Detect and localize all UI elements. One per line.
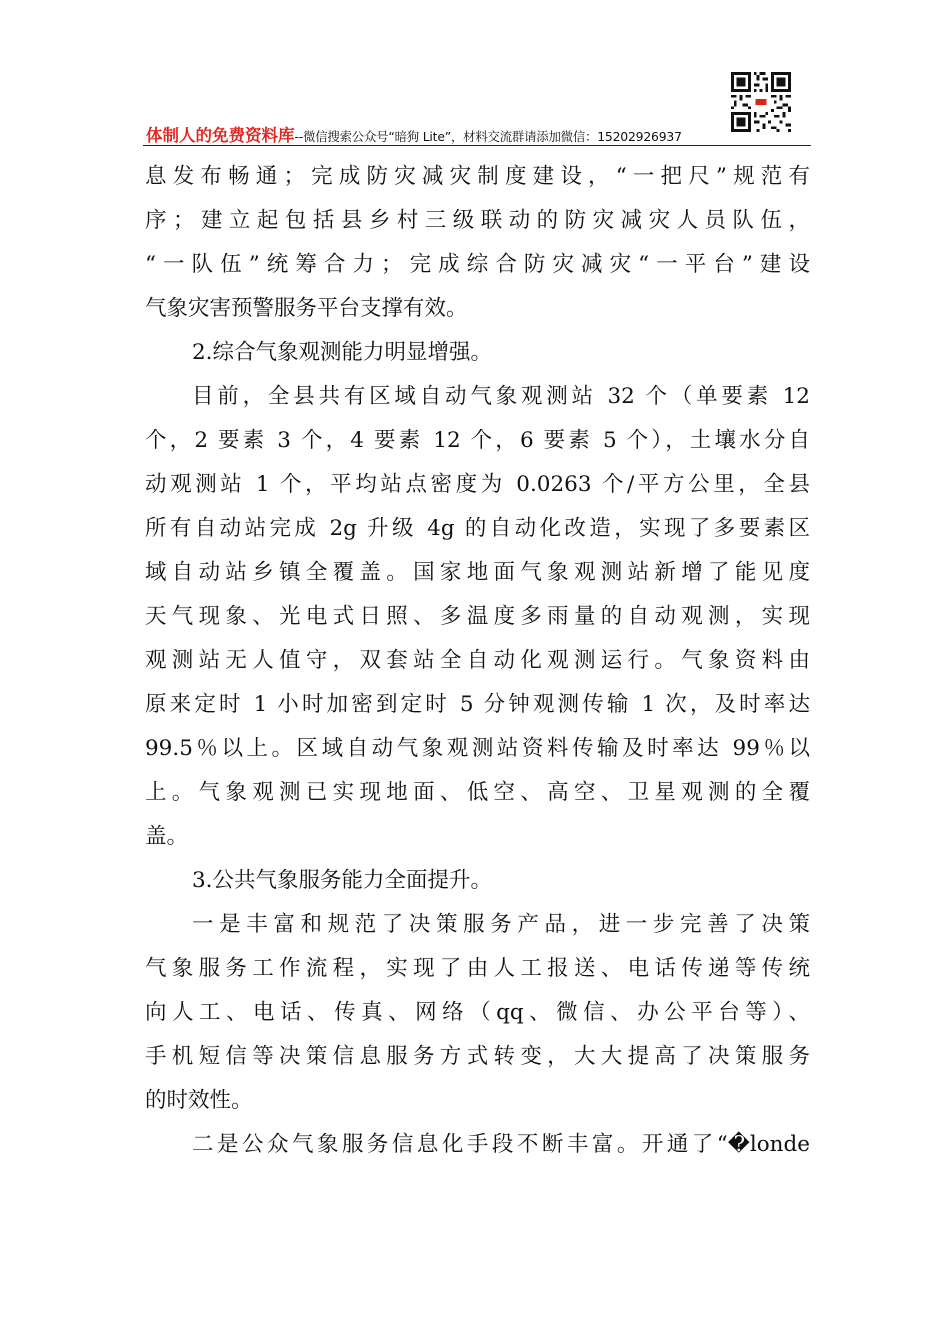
body-line: 99.5％以上。区域自动气象观测站资料传输及时率达 99％以 (145, 736, 810, 761)
body-line: 原来定时 1 小时加密到定时 5 分钟观测传输 1 次，及时率达 (145, 692, 810, 717)
body-line: 气象服务工作流程，实现了由人工报送、电话传递等传统 (145, 956, 810, 981)
body-line: 向人工、电话、传真、网络（qq、微信、办公平台等）、 (145, 1000, 810, 1025)
body-line: “一队伍”统筹合力；完成综合防灾减灾“一平台”建设 (145, 252, 810, 277)
body-line: 气象灾害预警服务平台支撑有效。 (145, 296, 468, 321)
qr-code-icon (731, 72, 791, 132)
body-line: 3.公共气象服务能力全面提升。 (192, 868, 493, 893)
page-header (146, 122, 810, 144)
body-line: 序；建立起包括县乡村三级联动的防灾减灾人员队伍， (145, 208, 810, 233)
body-text (145, 155, 810, 1167)
header-divider (143, 145, 811, 146)
body-line: 观测站无人值守，双套站全自动化观测运行。气象资料由 (145, 648, 810, 673)
body-line: 所有自动站完成 2g 升级 4g 的自动化改造，实现了多要素区 (145, 516, 810, 541)
body-line: 目前，全县共有区域自动气象观测站 32 个（单要素 12 (192, 384, 810, 409)
body-line: 盖。 (145, 824, 189, 849)
body-line: 域自动站乡镇全覆盖。国家地面气象观测站新增了能见度 (145, 560, 810, 585)
body-line: 2.综合气象观测能力明显增强。 (192, 340, 493, 365)
header-tagline: --微信搜索公众号“暗狗 Lite”，材料交流群请添加微信：15202926937 (294, 129, 682, 144)
body-line: 一是丰富和规范了决策服务产品，进一步完善了决策 (192, 912, 810, 937)
body-line: 的时效性。 (145, 1088, 253, 1113)
body-line: 上。气象观测已实现地面、低空、高空、卫星观测的全覆 (145, 780, 810, 805)
body-line: 二是公众气象服务信息化手段不断丰富。开通了“�londe (192, 1132, 810, 1157)
header-brand: 体制人的免费资料库 (146, 126, 295, 144)
body-line: 息发布畅通；完成防灾减灾制度建设，“一把尺”规范有 (145, 164, 810, 189)
body-line: 个，2 要素 3 个，4 要素 12 个，6 要素 5 个），土壤水分自 (145, 428, 810, 453)
body-line: 天气现象、光电式日照、多温度多雨量的自动观测，实现 (145, 604, 810, 629)
body-line: 手机短信等决策信息服务方式转变，大大提高了决策服务 (145, 1044, 810, 1069)
body-line: 动观测站 1 个，平均站点密度为 0.0263 个/平方公里，全县 (145, 472, 810, 497)
